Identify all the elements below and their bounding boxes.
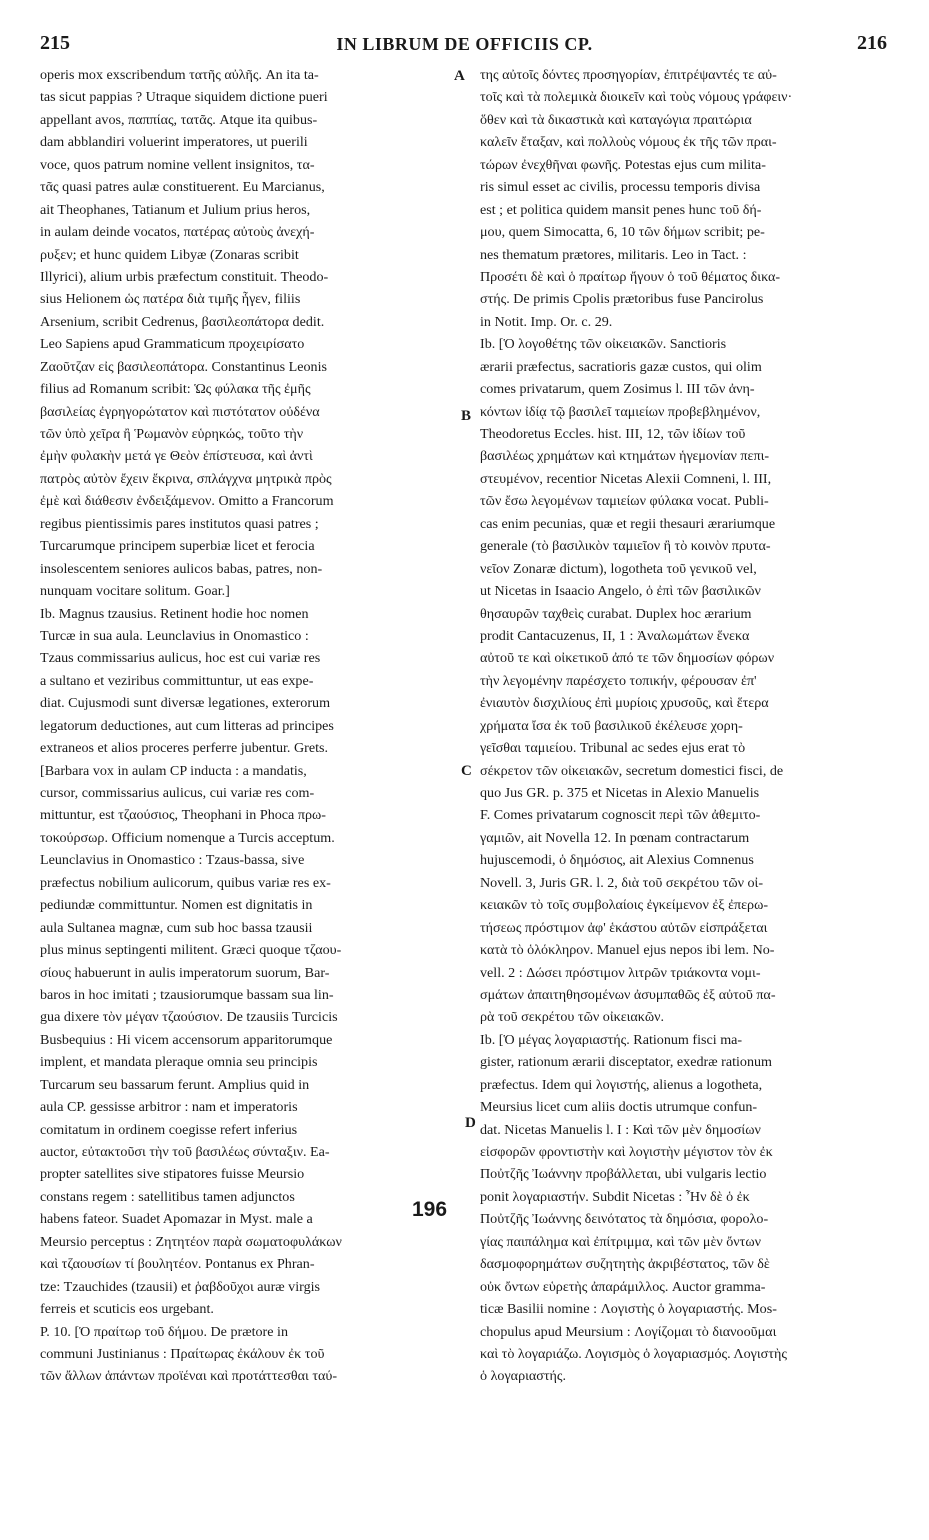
text-line: a sultano et veziribus committuntur, ut eas expe- [40,672,314,689]
text-line: comitatum in ordinem coegisse refert inferius [40,1121,298,1138]
text-line: extraneos et alios proceres perferre jubentur. Grets. [40,740,329,757]
text-line: καὶ τζαουσίων τί βουλητέον. Pontanus ex Phran- [40,1256,315,1273]
text-line: αὐτοῦ τε καὶ οἰκετικοῦ ἀπό τε τῶν δημοσίων φόρων [480,650,775,667]
text-line: aula Sultanea magnæ, cum sub hoc bassa tzausii [40,919,313,936]
text-line: βασιλέως χρημάτων καὶ κτημάτων ἡγεμονίαν πεπι- [480,448,770,465]
running-title: IN LIBRUM DE OFFICIIS CP. [336,34,593,54]
margin-marker-c: C [461,763,472,779]
text-line: τήσεως πρόστιμον ἀφ' ἑκάστου αὐτῶν εἰσπράξεται [480,919,768,936]
text-line: θησαυρῶν ταχθεὶς curabat. Duplex hoc ærarium [480,605,752,622]
text-line: pediundæ committuntur. Nomen est dignitatis in [40,897,313,914]
text-line: ut Nicetas in Isaacio Angelo, ὁ ἐπὶ τῶν βασιλικῶν [480,583,761,600]
text-line: στής. De primis Cpolis prætoribus fuse Pancirolus [480,291,764,308]
text-line: gister, rationum ærarii disceptator, exedræ rationum [480,1054,773,1071]
text-line: κατὰ τὸ ὁλόκληρον. Manuel ejus nepos ibi lem. No- [480,942,775,959]
text-line: Προσέτι δὲ καὶ ὁ πραίτωρ ἤγουν ὁ τοῦ θέματος δικα- [480,268,781,285]
text-line: τῶν ὑπὸ χεῖρα ἢ Ῥωμανὸν εὑρηκώς, τοῦτο τὴν [40,426,304,442]
text-line: auctor, εὐτακτοῦσι τὴν τοῦ βασιλέως σύνταξιν. Ea- [40,1144,330,1160]
text-line: implent, et mandata pleraque omnia seu principis [40,1054,318,1071]
text-line: Turcarum seu bassarum ferunt. Amplius quid in [40,1076,310,1093]
text-line: constans regem : satellitibus tamen adjunctos [40,1188,295,1205]
text-line: baros in hoc imitati ; tzausiorumque bassam sua lin- [40,986,334,1003]
text-line: ἐμὲ καὶ διάθεσιν ἐνδειξάμενον. Omitto a Francorum [40,493,334,510]
text-line: voce, quos patrum nomine vellent insignitos, τα- [40,156,315,173]
page-number-left: 215 [40,32,70,54]
text-line: dam abblandiri voluerint imperatores, ut puerili [40,134,308,151]
text-line: οὐκ ὄντων εὑρετὴς ἀπαράμιλλος. Auctor gramma- [480,1278,766,1295]
margin-marker-a: A [454,68,465,84]
text-line: hujuscemodi, ὁ δημόσιος, ait Alexius Comnenus [480,852,754,869]
text-line: comes privatarum, quem Zosimus l. III τῶν ἀνη- [480,381,755,398]
text-line: filius ad Romanum scribit: Ὡς φύλακα τῆς ἐμῆς [40,381,311,398]
text-line: nes thematum prætores, militaris. Leo in Tact. : [480,246,747,263]
text-line: σέκρετον τῶν οἰκειακῶν, secretum domestici fisci, de [480,762,784,779]
text-line: ticæ Basilii nomine : Λογιστὴς ὁ λογαριαστής. Mos- [480,1301,777,1318]
text-line: νεῖον Zonaræ dictum), logotheta τοῦ γενικοῦ vel, [480,560,757,577]
text-line: aula CP. gessisse arbitror : nam et imperatoris [40,1099,298,1116]
text-line: της αὐτοῖς δόντες προσηγορίαν, ἐπιτρέψαντές τε αὐ- [480,67,777,83]
text-line: χρήματα ἴσα ἐκ τοῦ βασιλικοῦ ἐκέλευσε χορη- [480,717,743,734]
text-line: Turcæ in sua aula. Leunclavius in Onomastico : [40,627,309,644]
text-line: ait Theophanes, Tatianum et Julium prius heros, [40,201,311,218]
text-line: Ib. Magnus tzausius. Retinent hodie hoc nomen [40,605,309,622]
text-line: nunquam vocitare solitum. Goar.] [40,583,230,600]
margin-marker-d: D [465,1115,476,1131]
text-line: ἐμὴν φυλακὴν μετά γε Θεὸν ἐπίστευσα, καὶ ἀντὶ [40,448,313,465]
text-line: Ib. [Ὁ λογοθέτης τῶν οἰκειακῶν. Sanctioris [480,336,727,353]
text-line: Ποὐτζῆς Ἰωάννης δεινότατος τὰ δημόσια, φορολο- [480,1211,769,1228]
text-line: communi Justinianus : Πραίτωρας ἐκάλουν ἐκ τοῦ [40,1345,325,1362]
text-line: γεῖσθαι ταμιείου. Tribunal ac sedes ejus erat τὸ [480,740,746,757]
text-line: regibus pientissimis pares institutos quasi patres ; [40,515,319,532]
text-line: generale (τὸ βασιλικὸν ταμιεῖον ἢ τὸ κοινὸν πρυτα- [480,538,771,555]
text-line: Ib. [Ὁ μέγας λογαριαστής. Rationum fisci ma- [480,1031,743,1048]
text-line: ἐνιαυτὸν δισχιλίους ἐπὶ μυρίοις χρυσοῦς, καὶ ἕτερα [480,695,769,712]
text-line: τὴν λεγομένην παρέσχετο τοπικήν, φέρουσαν ἐπ' [480,672,757,689]
text-line: cursor, commissarius aulicus, cui variæ res com- [40,785,315,801]
text-line: in aulam deinde vocatos, πατέρας αὐτοὺς ἀνεχή- [40,224,315,241]
text-line: quo Jus GR. p. 375 et Nicetas in Alexio Manuelis [480,785,760,801]
text-line: γαμιῶν, ait Novella 12. In pœnam contractarum [480,829,750,846]
text-line: Tzaus commissarius aulicus, hoc est cui variæ res [40,650,321,667]
text-line: Meursio perceptus : Ζητητέον παρὰ σωματοφυλάκων [40,1233,342,1250]
text-line: Leunclavius in Onomastico : Tzaus-bassa, sive [40,852,305,869]
text-line: Ποὐτζῆς Ἰωάννην προβάλλεται, ubi vulgaris lectio [480,1166,767,1183]
text-line: πατρὸς αὐτὸν ἔχειν ἔκρινα, σπλάγχνα μητρικὰ πρὸς [40,470,332,487]
text-line: cas enim pecunias, quæ et regii thesauri ærariumque [480,515,776,532]
text-line: prodit Cantacuzenus, II, 1 : Ἀναλωμάτων ἕνεκα [480,627,750,644]
text-line: σμάτων ἀπαιτηθησομένων ἀσυμπαθῶς ἐξ αὐτοῦ πα- [480,986,776,1003]
text-line: ρυξεν; et hunc quidem Libyæ (Zonaras scribit [40,246,299,263]
text-line: Illyrici), alium urbis præfectum constituit. Theodo- [40,268,329,285]
text-line: ris simul esset ac civilis, processu temporis divisa [480,179,761,196]
text-line: Meursius licet cum aliis doctis utrumque confun- [480,1099,758,1116]
signature-mark: 196 [412,1198,448,1221]
left-column [40,64,458,1388]
text-line: ponit λογαριαστήν. Subdit Nicetas : Ἦν δὲ ὁ ἐκ [480,1188,750,1205]
text-line: καὶ τὸ λογαριάζω. Λογισμὸς ὁ λογαριασμός. Λογιστὴς [480,1345,787,1362]
text-line: plus minus septingenti militent. Græci quoque τζαου- [40,942,342,959]
text-line: ferreis et scuticis eos urgebant. [40,1301,214,1318]
text-line: ὁ λογαριαστής. [480,1368,567,1385]
text-line: Ζαοῦτζαν εἰς βασιλεοπάτορα. Constantinus Leonis [40,358,328,375]
text-line: τοκούρσωρ. Officium nomenque a Turcis acceptum. [40,829,335,846]
text-line: est ; et politica quidem mansit penes hunc τοῦ δή- [480,201,762,218]
text-line: gua dixere τὸν μέγαν τζαούσιον. De tzausiis Turcicis [40,1009,338,1026]
text-line: F. Comes privatarum cognoscit περὶ τῶν ἀθεμιτο- [480,807,761,824]
page-header [0,32,929,58]
text-line: ærarii præfectus, sacratioris gazæ custos, qui olim [480,358,762,375]
text-line: ρὰ τοῦ σεκρέτου τῶν οἰκειακῶν. [480,1009,665,1026]
text-line: appellant avos, παππίας, τατᾶς. Atque ita quibus- [40,111,318,128]
text-line: δασμοφορημάτων συζητητὴς ἀκριβέστατος, τῶν δὲ [480,1256,770,1273]
text-line: τᾶς quasi patres aulæ constituerent. Eu Marcianus, [40,179,325,196]
text-line: P. 10. [Ὁ πραίτωρ τοῦ δήμου. De prætore in [40,1323,288,1340]
text-line: κειακῶν τὸ τοῖς συμβολαίοις ἐγκείμενον ἐξ ἐπερω- [480,897,769,914]
text-line: εἰσφορῶν φροντιστὴν καὶ λογιστὴν μέγιστον τὸν ἐκ [480,1144,773,1160]
text-line: Busbequius : Hi vicem accensorum apparitorumque [40,1031,333,1048]
text-line: propter satellites sive stipatores fuisse Meursio [40,1166,305,1183]
text-line: καλεῖν ἔταξαν, καὶ πολλοὺς νόμους ἐκ τῆς τῶν πραι- [480,134,777,151]
text-line: chopulus apud Meursium : Λογίζομαι τὸ διανοοῦμαι [480,1323,777,1340]
text-line: βασιλείας ἐγρηγορώτατον καὶ πιστότατον οὐδένα [40,403,320,420]
text-line: legatorum deductiones, aut cum litteras ad principes [40,717,334,734]
text-line: diat. Cujusmodi sunt diversæ legationes, exterorum [40,695,331,712]
text-line: mittuntur, est τζαούσιος, Theophani in Phoca πρω- [40,807,326,824]
text-line: operis mox exscribendum τατῆς αὐλῆς. An ita ta- [40,67,319,83]
text-line: γίας παιπάλημα καὶ ἐπίτριμμα, καὶ τῶν μὲν ὄντων [480,1233,761,1250]
text-line: sius Helionem ὡς πατέρα διὰ τιμῆς ἦγεν, filiis [40,291,301,308]
text-line: Novell. 3, Juris GR. l. 2, διὰ τοῦ σεκρέτου τῶν οἰ- [480,874,764,891]
text-line: vell. 2 : Δώσει πρόστιμον λιτρῶν τριάκοντα νομι- [480,964,761,981]
text-line: [Barbara vox in aulam CP inducta : a mandatis, [40,762,307,779]
text-line: insolescentem seniores aulicos babas, patres, non- [40,560,323,577]
text-line: κόντων ἰδίᾳ τῷ βασιλεῖ ταμιείων προβεβλημένον, [480,403,761,420]
page-number-right: 216 [857,32,887,54]
text-line: στευμένον, recentior Nicetas Alexii Comneni, l. III, [480,470,772,487]
text-line: Turcarumque principem superbiæ licet et ferocia [40,538,315,555]
text-line: Theodoretus Eccles. hist. III, 12, τῶν ἰδίων τοῦ [480,426,746,442]
text-line: præfectus. Idem qui λογιστής, alienus a logotheta, [480,1076,763,1093]
right-column [480,64,894,1388]
text-line: in Notit. Imp. Or. c. 29. [480,313,613,330]
text-line: habens fateor. Suadet Apomazar in Myst. male a [40,1211,313,1228]
text-line: τῶν ἔσω λεγομένων ταμιείων φύλακα vocat. Publi- [480,493,769,510]
text-line: tze: Tzauchides (tzausii) et ῥαβδοῦχοι auræ virgis [40,1278,321,1295]
text-line: Leo Sapiens apud Grammaticum προχειρίσατο [40,336,305,353]
text-line: dat. Nicetas Manuelis l. I : Καὶ τῶν μὲν δημοσίων [480,1121,761,1138]
text-line: τῶν ἄλλων ἁπάντων προϊέναι καὶ προτάττεσθαι ταύ- [40,1368,338,1385]
text-line: τώρων ἐνεχθῆναι φωνῆς. Potestas ejus cum milita- [480,156,766,173]
text-line: tas sicut pappias ? Utraque siquidem dictione pueri [40,89,328,106]
text-line: ὅθεν καὶ τὰ δικαστικὰ καὶ καταγώγια πραιτώρια [480,111,752,128]
text-line: τοῖς καὶ τὰ πολεμικὰ διοικεῖν καὶ τοὺς νόμους γράφειν· [480,89,793,106]
text-line: μου, quem Simocatta, 6, 10 τῶν δήμων scribit; pe- [480,224,765,241]
margin-marker-b: B [461,408,472,424]
text-line: Arsenium, scribit Cedrenus, βασιλεοπάτορα dedit. [40,313,325,330]
text-line: præfectus nobilium aulicorum, quibus variæ res ex- [40,874,331,891]
text-line: σίους habuerunt in aulis imperatorum suorum, Bar- [40,964,330,981]
